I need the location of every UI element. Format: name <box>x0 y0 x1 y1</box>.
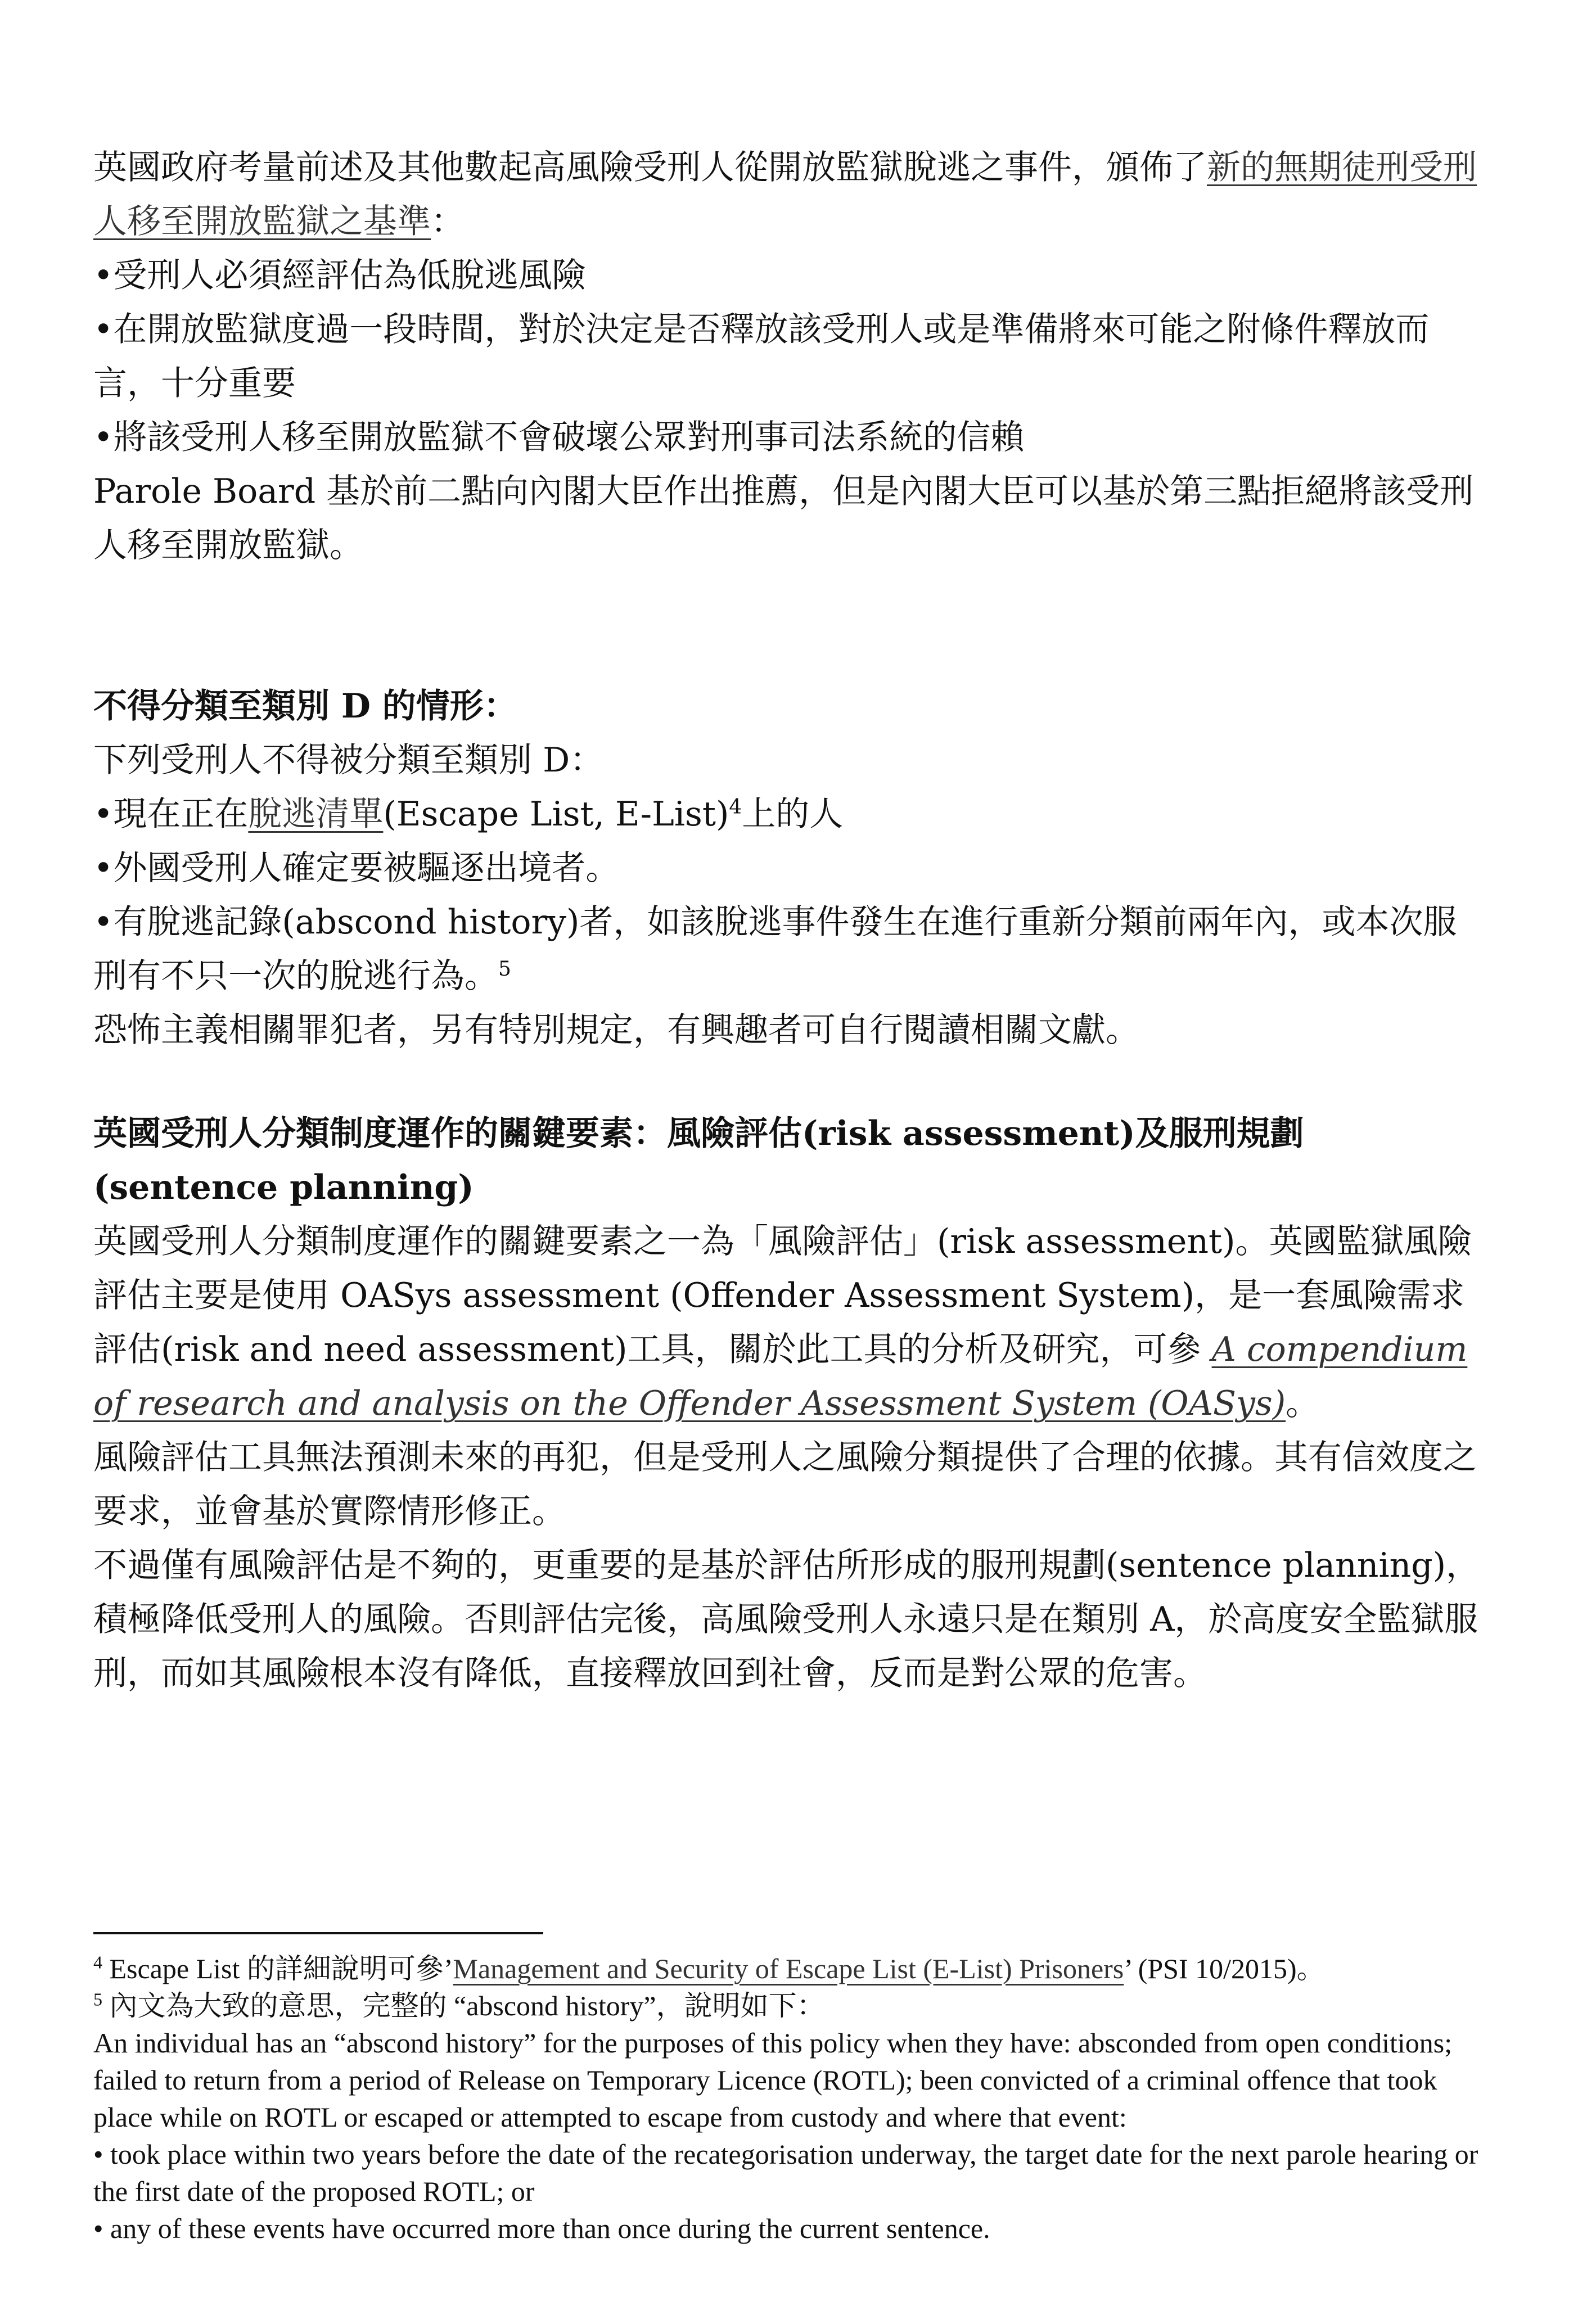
category-d-heading: 不得分類至類別 D 的情形： <box>93 687 517 726</box>
risk-section-heading: 英國受刑人分類制度運作的關鍵要素：風險評估(risk assessment)及服刑規劃(sentence planning) <box>93 1114 1304 1207</box>
bullet-text: 上的人 <box>742 795 844 834</box>
footnote-divider <box>93 1932 543 1934</box>
risk-text-end: 。 <box>1286 1384 1320 1423</box>
escape-list-link[interactable]: 脫逃清單 <box>248 795 384 834</box>
category-d-bullet-2: •外國受刑人確定要被驅逐出境者。 <box>93 849 620 888</box>
criteria-bullet-3: •將該受刑人移至開放監獄不會破壞公眾對刑事司法系統的信賴 <box>93 418 1025 457</box>
footnote-5-bullet-2: • any of these events have occurred more than once during the current sentence. <box>93 2213 990 2244</box>
footnote-text: ’ (PSI 10/2015)。 <box>1124 1953 1325 1984</box>
footnote-ref-5[interactable]: 5 <box>498 958 511 981</box>
criteria-bullet-2: •在開放監獄度過一段時間，對於決定是否釋放該受刑人或是準備將來可能之附條件釋放而言，十分重要 <box>93 310 1430 403</box>
footnote-number: 5 <box>93 1989 102 2010</box>
risk-paragraph-2: 風險評估工具無法預測未來的再犯，但是受刑人之風險分類提供了合理的依據。其有信效度之要求，並會基於實際情形修正。 <box>93 1438 1477 1531</box>
open-prison-criteria-link[interactable]: 新的無期徒刑受刑人移至開放監獄之基準 <box>93 148 1477 241</box>
footnote-ref-4[interactable]: 4 <box>729 796 742 819</box>
footnote-text: Escape List 的詳細說明可參’ <box>102 1953 453 1984</box>
terrorism-note: 恐怖主義相關罪犯者，另有特別規定，有興趣者可自行閱讀相關文獻。 <box>93 1010 1139 1050</box>
footnote-4 <box>93 1950 1482 1987</box>
footnote-text: 內文為大致的意思，完整的 “abscond history”，說明如下： <box>102 1990 825 2021</box>
footnotes <box>93 1932 1482 2247</box>
spacer <box>93 572 1482 679</box>
intro-colon: ： <box>431 202 465 241</box>
e-list-prisoners-link[interactable]: Management and Security of Escape List (E-List) Prisoners <box>453 1953 1124 1984</box>
footnote-5-body: An individual has an “abscond history” for the purposes of this policy when they have: absconded from open conditions; failed to return from a period of Release on Temporary Licence (ROTL); been convicted of a criminal offence that took place while on ROTL or escaped or attempted to escape from custody and where that event: <box>93 2027 1453 2133</box>
risk-paragraph-1 <box>93 1215 1482 1430</box>
bullet-text: •現在正在 <box>93 795 249 834</box>
risk-text: 英國受刑人分類制度運作的關鍵要素之一為「風險評估」(risk assessment)。英國監獄風險評估主要是使用 OASys assessment (Offender Assessment System)，是一套風險需求評估(risk and need assessment)工具，關於此工具的分析及研究，可參 <box>93 1222 1472 1369</box>
bullet-text: •有脫逃記錄(abscond history)者，如該脫逃事件發生在進行重新分類前兩年內，或本次服刑有不只一次的脫逃行為。 <box>93 902 1457 996</box>
risk-paragraph-3: 不過僅有風險評估是不夠的，更重要的是基於評估所形成的服刑規劃(sentence planning)，積極降低受刑人的風險。否則評估完後，高風險受刑人永遠只是在類別 A，於高度安全監獄服刑，而如其風險根本沒有降低，直接釋放回到社會，反而是對公眾的危害。 <box>93 1546 1480 1693</box>
footnote-5-bullet-1: • took place within two years before the date of the recategorisation underway, the target date for the next parole hearing or the first date of the proposed ROTL; or <box>93 2138 1478 2207</box>
intro-paragraph <box>93 141 1482 249</box>
document-body <box>93 141 1482 1700</box>
category-d-lead: 下列受刑人不得被分類至類別 D： <box>93 741 604 780</box>
footnote-5 <box>93 1987 1482 2024</box>
category-d-bullet-3 <box>93 895 1482 1003</box>
footnote-number: 4 <box>93 1952 102 1973</box>
parole-board-paragraph: Parole Board 基於前二點向內閣大臣作出推薦，但是內閣大臣可以基於第三點拒絕將該受刑人移至開放監獄。 <box>93 472 1474 565</box>
spacer <box>93 1057 1482 1107</box>
bullet-text: (Escape List, E-List) <box>383 795 729 834</box>
category-d-bullet-1 <box>93 787 1482 841</box>
criteria-bullet-1: •受刑人必須經評估為低脫逃風險 <box>93 256 586 295</box>
oasys-compendium-link[interactable]: A compendium of research and analysis on the Offender Assessment System (OASys) <box>93 1330 1468 1423</box>
intro-text: 英國政府考量前述及其他數起高風險受刑人從開放監獄脫逃之事件，頒佈了 <box>93 148 1207 187</box>
